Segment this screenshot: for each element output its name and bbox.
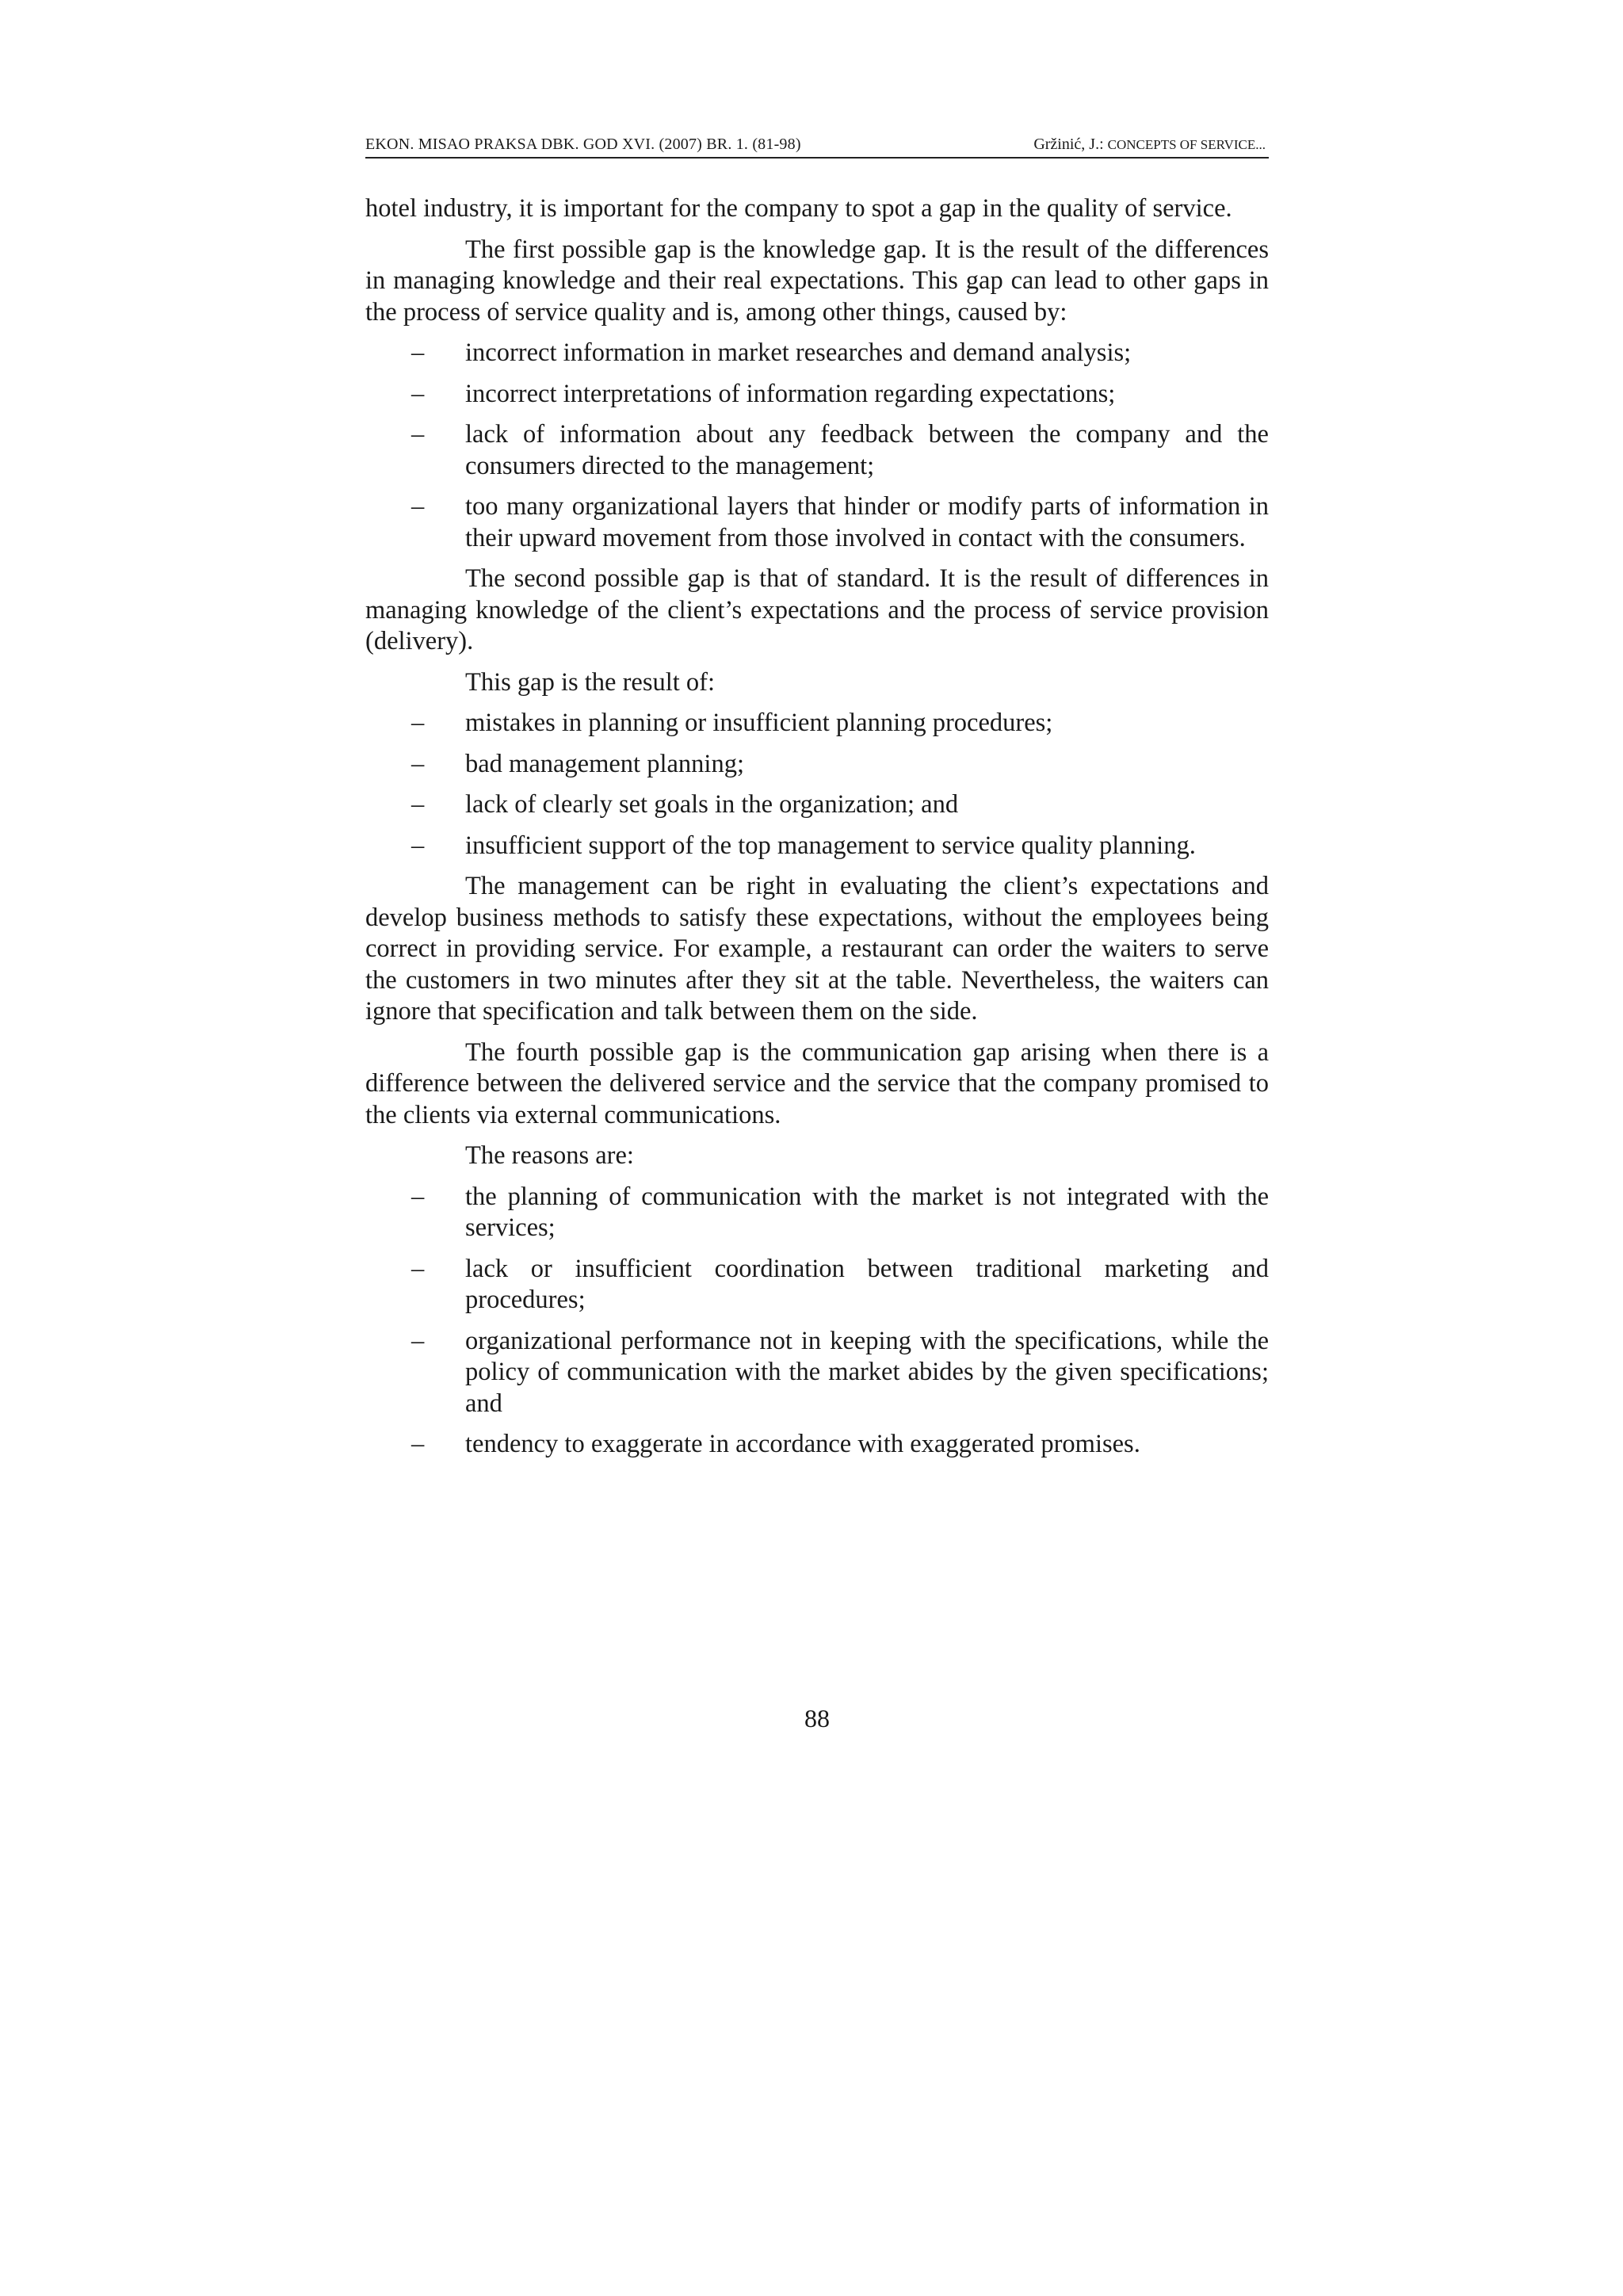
list-item — [365, 379, 1269, 411]
dash-bullet: – — [411, 492, 425, 521]
list-item-text: the planning of communication with the market is not integrated with the services; — [465, 1182, 1269, 1242]
paragraph-continuation: hotel industry, it is important for the company to spot a gap in the quality of service. — [365, 194, 1232, 223]
list-item-text: organizational performance not in keeping with the specifications, while the policy of communication with the market abides by the given specifications; and — [465, 1326, 1269, 1418]
dash-bullet: – — [411, 1182, 425, 1211]
list-item-text: bad management planning; — [465, 749, 744, 778]
short-title: CONCEPTS OF SERVICE... — [1107, 137, 1266, 152]
list-item-text: lack of information about any feedback between the company and the consumers directed to the management; — [465, 420, 1269, 480]
list-item-text: lack of clearly set goals in the organization; and — [465, 790, 959, 819]
list-item-text: incorrect interpretations of information regarding expectations; — [465, 379, 1116, 408]
dash-bullet: – — [411, 1326, 425, 1355]
list-item — [365, 1254, 1269, 1316]
list-item-text: tendency to exaggerate in accordance with exaggerated promises. — [465, 1430, 1140, 1458]
paragraph-communication-gap: The fourth possible gap is the communication gap arising when there is a difference between the delivered service and the service that the company promised to the clients via external communications. — [365, 1037, 1269, 1129]
running-header — [365, 132, 1269, 159]
dash-bullet: – — [411, 1254, 425, 1283]
list-item — [365, 789, 1269, 821]
list-item — [365, 1429, 1269, 1461]
dash-bullet: – — [411, 831, 425, 860]
dash-bullet: – — [411, 749, 425, 778]
page-number: 88 — [804, 1704, 830, 1733]
list-item-text: lack or insufficient coordination between traditional marketing and procedures; — [465, 1254, 1269, 1314]
knowledge-gap-list — [365, 338, 1269, 554]
dash-bullet: – — [411, 379, 425, 408]
list-item-text: incorrect information in market researches and demand analysis; — [465, 338, 1132, 367]
journal-citation: EKON. MISAO PRAKSA DBK. GOD XVI. (2007) BR. 1. (81-98) — [365, 136, 801, 153]
list-item — [365, 1182, 1269, 1244]
dash-bullet: – — [411, 790, 425, 819]
list-item — [365, 338, 1269, 369]
list-item — [365, 831, 1269, 862]
list-item — [365, 419, 1269, 482]
list-item — [365, 491, 1269, 554]
paragraph-management: The management can be right in evaluating the client’s expectations and develop business methods to satisfy these expectations, without the employees being correct in providing service. For example, a restaurant can order the waiters to serve the customers in two minutes after they sit at the table. Nevertheless, the waiters can ignore that specification and talk between them on the side. — [365, 872, 1269, 1026]
list-item — [365, 749, 1269, 781]
author-title — [1033, 133, 1266, 156]
paragraph-standard-intro: This gap is the result of: — [465, 667, 716, 697]
list-item-text: insufficient support of the top management to service quality planning. — [465, 831, 1196, 860]
author-name: Gržinić, J.: — [1033, 136, 1108, 153]
list-item-text: too many organizational layers that hinder or modify parts of information in their upward movement from those involved in contact with the consumers. — [465, 492, 1269, 552]
communication-gap-list — [365, 1182, 1269, 1461]
paragraph-knowledge-gap: The first possible gap is the knowledge gap. It is the result of the differences in managing knowledge and their real expectations. This gap can lead to other gaps in the process of service quality and is, among other things, caused by: — [365, 235, 1269, 327]
list-item — [365, 708, 1269, 739]
paragraph-standard-gap: The second possible gap is that of standard. It is the result of differences in managing knowledge of the client’s expectations and the process of service provision (delivery). — [365, 564, 1269, 655]
dash-bullet: – — [411, 338, 425, 367]
paragraph-reasons-intro: The reasons are: — [465, 1141, 634, 1170]
standard-gap-list — [365, 708, 1269, 861]
list-item-text: mistakes in planning or insufficient planning procedures; — [465, 709, 1053, 737]
list-item — [365, 1326, 1269, 1420]
body-text — [365, 193, 1269, 1470]
dash-bullet: – — [411, 1430, 425, 1458]
dash-bullet: – — [411, 709, 425, 737]
dash-bullet: – — [411, 420, 425, 449]
